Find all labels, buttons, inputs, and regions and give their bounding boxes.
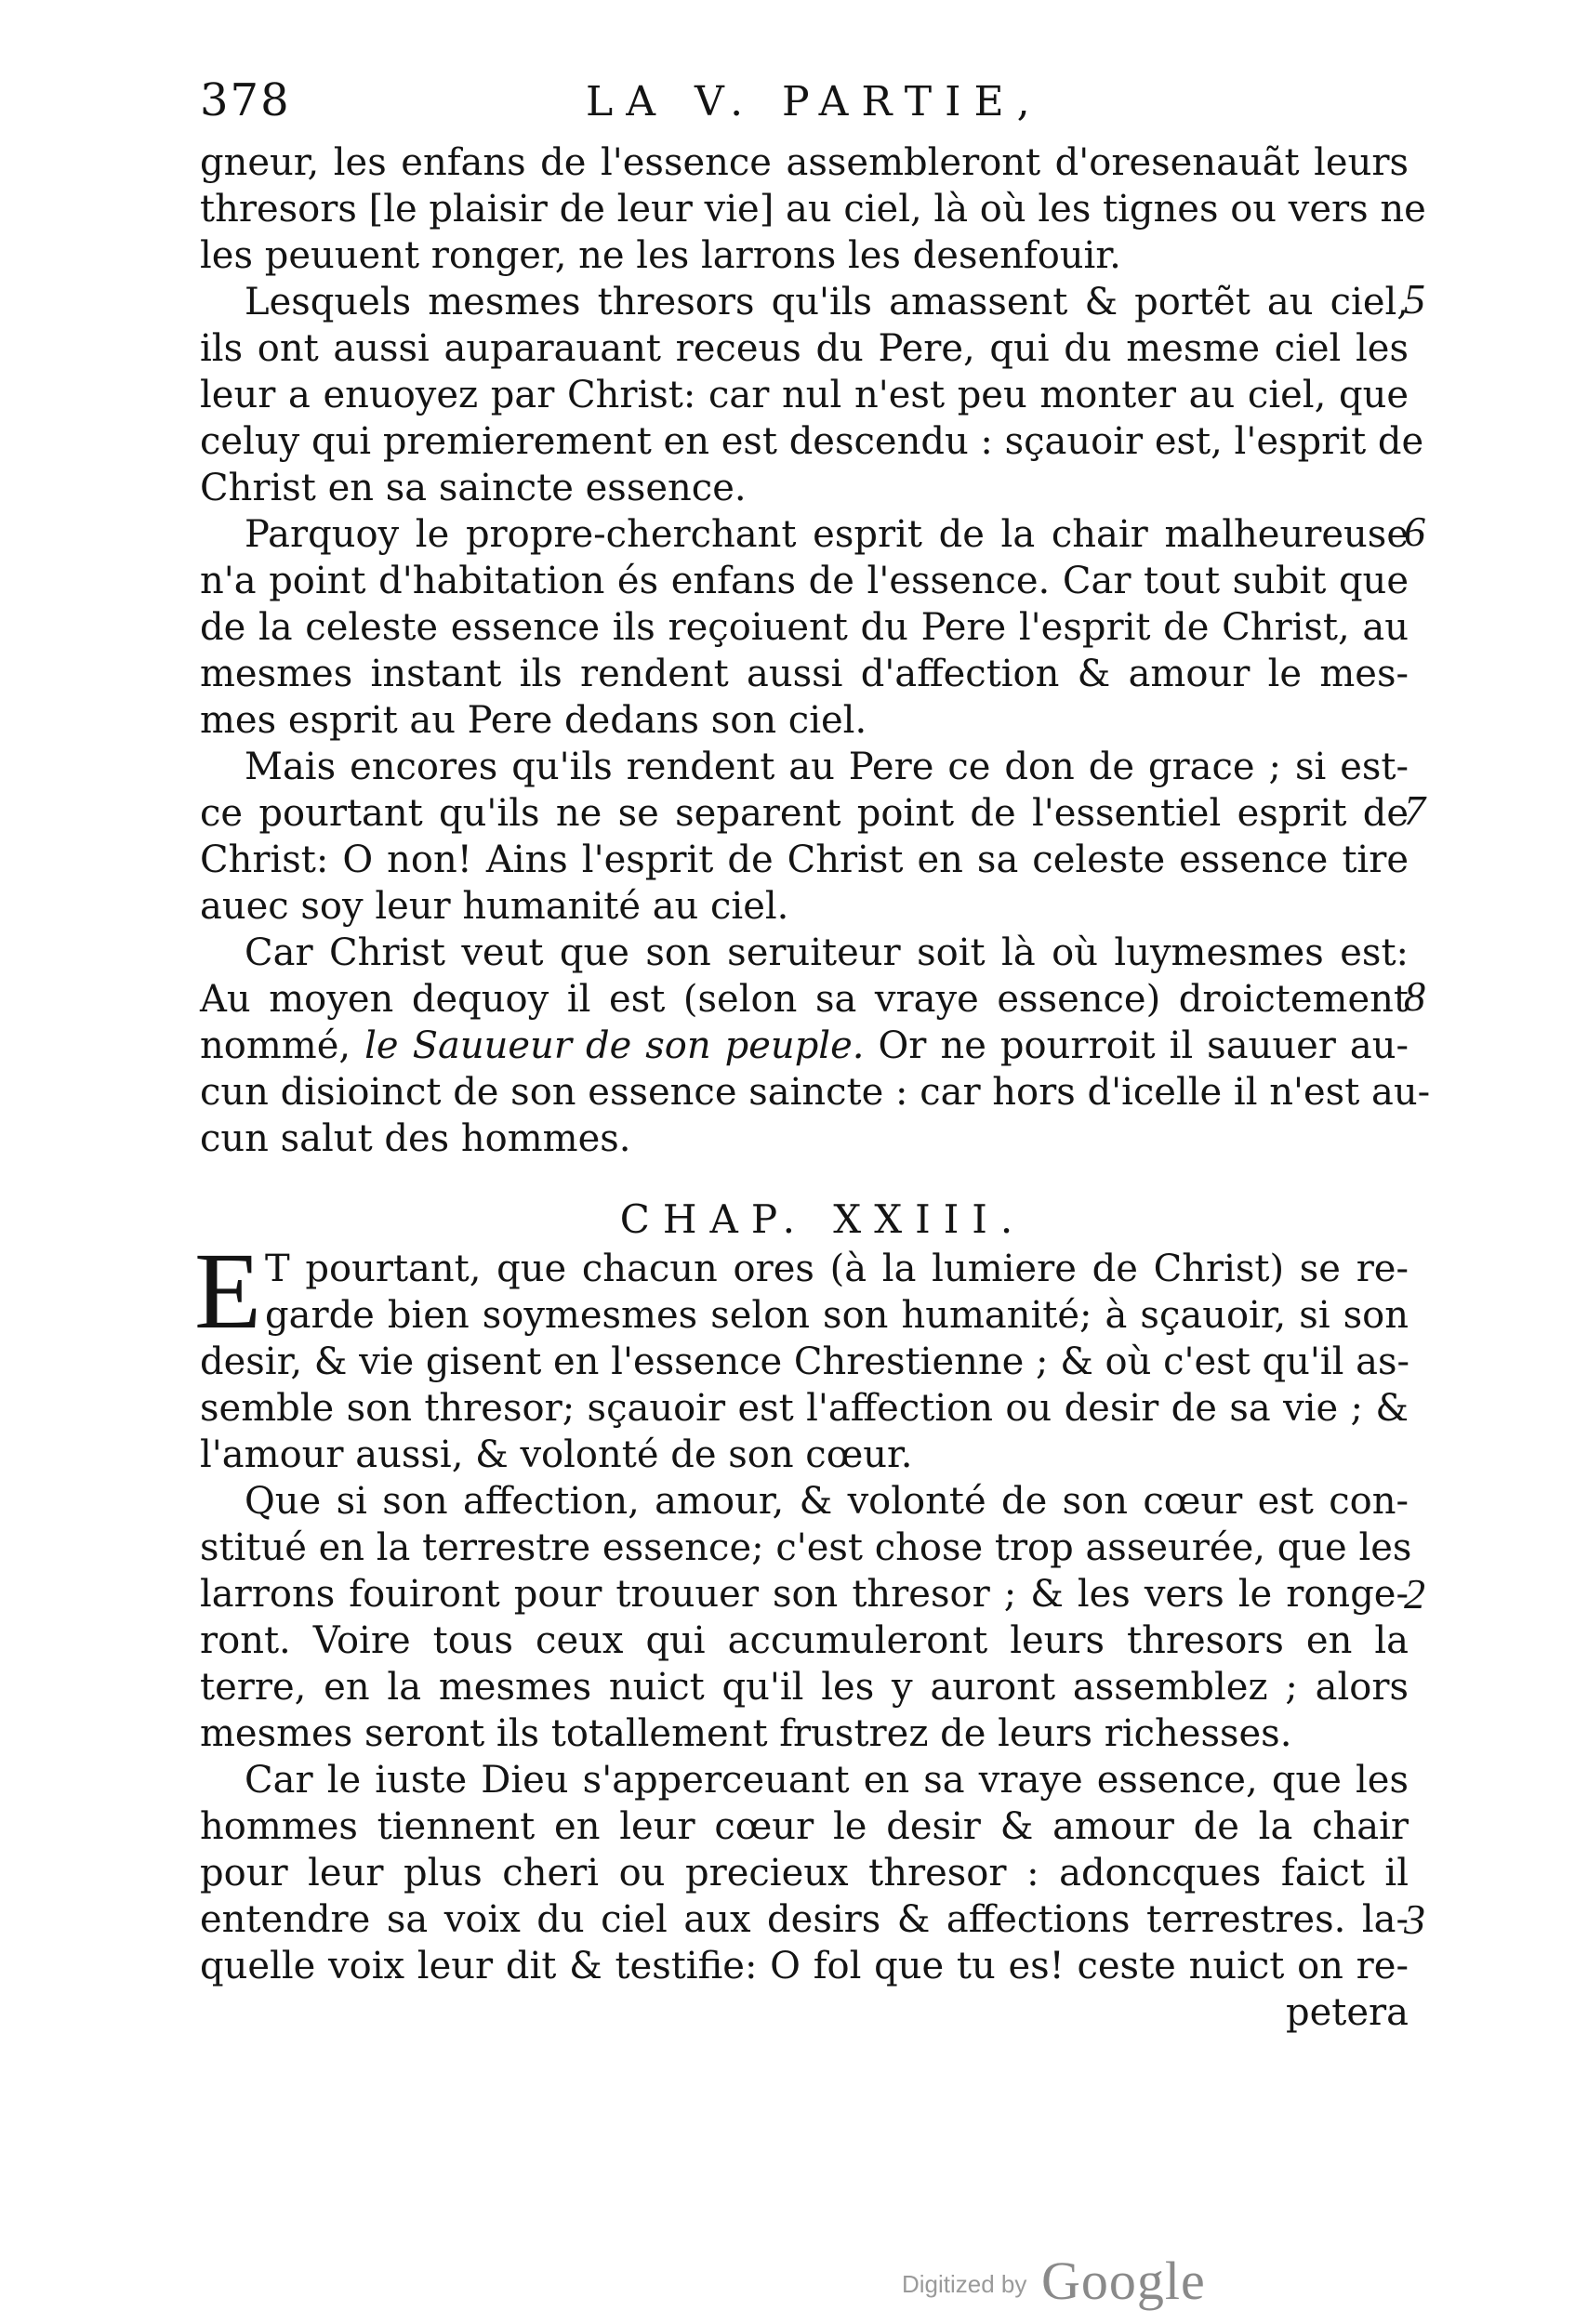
text-line: n'a point d'habitation és enfans de l'essence. Car tout subit que: [200, 560, 1409, 602]
body-text: [194, 139, 1431, 2036]
text-line: Parquoy le propre-cherchant esprit de la chair malheureuse: [245, 513, 1409, 556]
text-segment: T pourtant, que chacun ores (à la lumiere de Christ) se re-: [265, 1248, 1409, 1290]
running-head: LA V. PARTIE,: [586, 78, 1043, 125]
paragraph: [200, 1478, 1412, 1757]
text-line: ce pourtant qu'ils ne se separent point de l'essentiel esprit de: [200, 792, 1409, 835]
text-line: terre, en la mesmes nuict qu'il les y auront assemblez ; alors: [200, 1666, 1409, 1709]
text-line: hommes tiennent en leur cœur le desir & amour de la chair: [200, 1805, 1409, 1848]
text-line: cun disioinct de son essence saincte : car hors d'icelle il n'est au-: [200, 1071, 1431, 1114]
paragraph: [200, 139, 1426, 279]
margin-number: 8: [1404, 972, 1425, 1020]
text-line: pour leur plus cheri ou precieux thresor : adoncques faict il: [200, 1852, 1409, 1895]
drop-cap: E: [194, 1230, 262, 1352]
text-line: celuy qui premierement en est descendu : sçauoir est, l'esprit de: [200, 420, 1424, 463]
text-line: cun salut des hommes.: [200, 1117, 631, 1160]
text-line: stitué en la terrestre essence; c'est chose trop asseurée, que les: [200, 1526, 1412, 1569]
margin-number: 5: [1404, 275, 1425, 323]
text-line: Christ: O non! Ains l'esprit de Christ en sa celeste essence tire: [200, 838, 1409, 881]
chapter-heading: CHAP. XXIII.: [619, 1196, 1026, 1242]
text-line: mes esprit au Pere dedans son ciel.: [200, 699, 867, 742]
text-line-mixed: [200, 1023, 1409, 1069]
text-line: ils ont aussi auparauant receus du Pere, qui du mesme ciel les: [200, 327, 1409, 370]
paragraph: [200, 511, 1409, 744]
margin-number: 6: [1404, 508, 1425, 555]
digitized-by-label: Digitized by: [902, 2270, 1027, 2298]
google-logo: Google: [1041, 2251, 1206, 2311]
text-line: ront. Voire tous ceux qui accumuleront leurs thresors en la: [200, 1619, 1409, 1662]
text-line: mesmes seront ils totallement frustrez de leurs richesses.: [200, 1712, 1292, 1755]
text-line: Mais encores qu'ils rendent au Pere ce don de grace ; si est-: [245, 746, 1409, 788]
page-header: [0, 74, 1588, 130]
margin-number: 3: [1404, 1895, 1425, 1943]
paragraph: [200, 744, 1409, 930]
paragraph: [200, 930, 1431, 1162]
text-line: Car Christ veut que son seruiteur soit là où luymesmes est:: [245, 931, 1409, 974]
text-line: Au moyen dequoy il est (selon sa vraye essence) droictement: [200, 978, 1409, 1021]
text-segment: Or ne pourroit il sauuer au-: [878, 1024, 1409, 1067]
margin-number: 2: [1404, 1570, 1425, 1618]
text-line: gneur, les enfans de l'essence assembleront d'oresenauãt leurs: [200, 141, 1409, 184]
margin-number: 7: [1404, 786, 1425, 834]
paragraph: [200, 1757, 1409, 1989]
digitized-by-google-watermark: [902, 2250, 1292, 2315]
paragraph: [200, 279, 1424, 511]
text-line: l'amour aussi, & volonté de son cœur.: [200, 1433, 913, 1476]
text-line: thresors [le plaisir de leur vie] au ciel, là où les tignes ou vers ne: [200, 188, 1426, 231]
page-number: 378: [200, 74, 291, 126]
text-line: garde bien soymesmes selon son humanité; à sçauoir, si son: [265, 1294, 1409, 1337]
text-line: quelle voix leur dit & testifie: O fol que tu es! ceste nuict on re-: [200, 1945, 1409, 1987]
text-line: de la celeste essence ils reçoiuent du Pere l'esprit de Christ, au: [200, 606, 1409, 649]
text-line: larrons fouiront pour trouuer son thresor ; & les vers le ronge-: [200, 1573, 1409, 1616]
text-line: entendre sa voix du ciel aux desirs & affections terrestres. la-: [200, 1898, 1409, 1941]
text-line: mesmes instant ils rendent aussi d'affection & amour le mes-: [200, 653, 1409, 695]
text-line: Christ en sa saincte essence.: [200, 467, 747, 509]
catchword: petera: [1286, 1991, 1409, 2034]
text-line: leur a enuoyez par Christ: car nul n'est peu monter au ciel, que: [200, 374, 1409, 416]
paragraph: [194, 1230, 1410, 1478]
text-line: les peuuent ronger, ne les larrons les desenfouir.: [200, 234, 1121, 277]
text-line: Car le iuste Dieu s'apperceuant en sa vraye essence, que les: [245, 1759, 1409, 1802]
italic-phrase: le Sauueur de son peuple.: [364, 1024, 865, 1067]
text-line: desir, & vie gisent en l'essence Chrestienne ; & où c'est qu'il as-: [200, 1340, 1410, 1383]
text-line: Lesquels mesmes thresors qu'ils amassent & portẽt au ciel,: [245, 281, 1409, 324]
text-line: auec soy leur humanité au ciel.: [200, 885, 789, 928]
text-segment: nommé,: [200, 1024, 351, 1067]
text-line: semble son thresor; sçauoir est l'affection ou desir de sa vie ; &: [200, 1387, 1409, 1430]
text-line: Que si son affection, amour, & volonté de son cœur est con-: [245, 1480, 1409, 1523]
